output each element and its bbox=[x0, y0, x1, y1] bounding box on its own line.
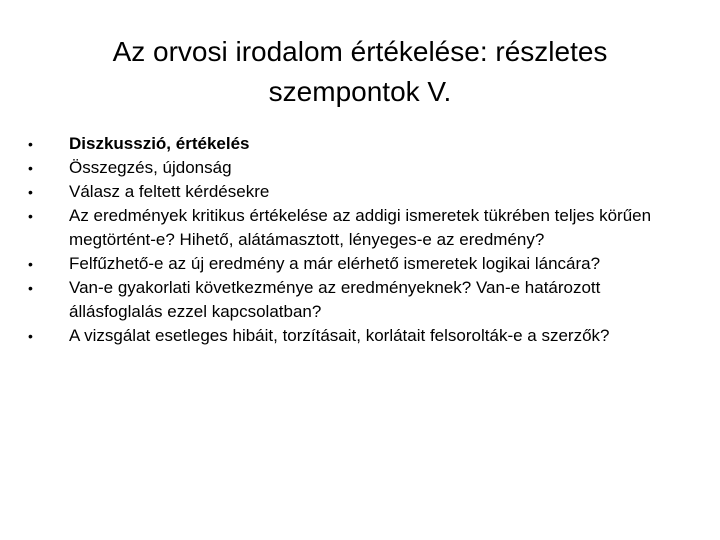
bullet-item bbox=[24, 132, 684, 156]
bullet-text: Válasz a feltett kérdésekre bbox=[69, 182, 270, 201]
bullet-item bbox=[24, 180, 684, 204]
bullet-item bbox=[24, 276, 684, 324]
bullet-text: Felfűzhető-e az új eredmény a már elérhető ismeretek logikai láncára? bbox=[69, 254, 601, 273]
bullet-text: Van-e gyakorlati következménye az eredményeknek? Van-e határozott állásfoglalás ezzel kapcsolatban? bbox=[69, 278, 601, 321]
bullet-text: A vizsgálat esetleges hibáit, torzításait, korlátait felsorolták-e a szerzők? bbox=[69, 326, 610, 345]
bullet-dot-icon: • bbox=[28, 256, 33, 272]
bullet-item bbox=[24, 324, 684, 348]
bullet-text: Összegzés, újdonság bbox=[69, 158, 232, 177]
bullet-item bbox=[24, 252, 684, 276]
bullet-dot-icon: • bbox=[28, 160, 33, 176]
bullet-item bbox=[24, 204, 684, 252]
bullet-dot-icon: • bbox=[28, 136, 33, 152]
bullet-list bbox=[24, 132, 684, 348]
bullet-text: Diszkusszió, értékelés bbox=[69, 134, 250, 153]
bullet-dot-icon: • bbox=[28, 184, 33, 200]
bullet-dot-icon: • bbox=[28, 208, 33, 224]
bullet-dot-icon: • bbox=[28, 328, 33, 344]
bullet-item bbox=[24, 156, 684, 180]
bullet-dot-icon: • bbox=[28, 280, 33, 296]
slide-title: Az orvosi irodalom értékelése: részletes szempontok V. bbox=[112, 36, 608, 107]
bullet-text: Az eredmények kritikus értékelése az addigi ismeretek tükrében teljes körűen megtörtént-e? Hihető, alátámasztott, lényeges-e az eredmény? bbox=[69, 206, 652, 249]
